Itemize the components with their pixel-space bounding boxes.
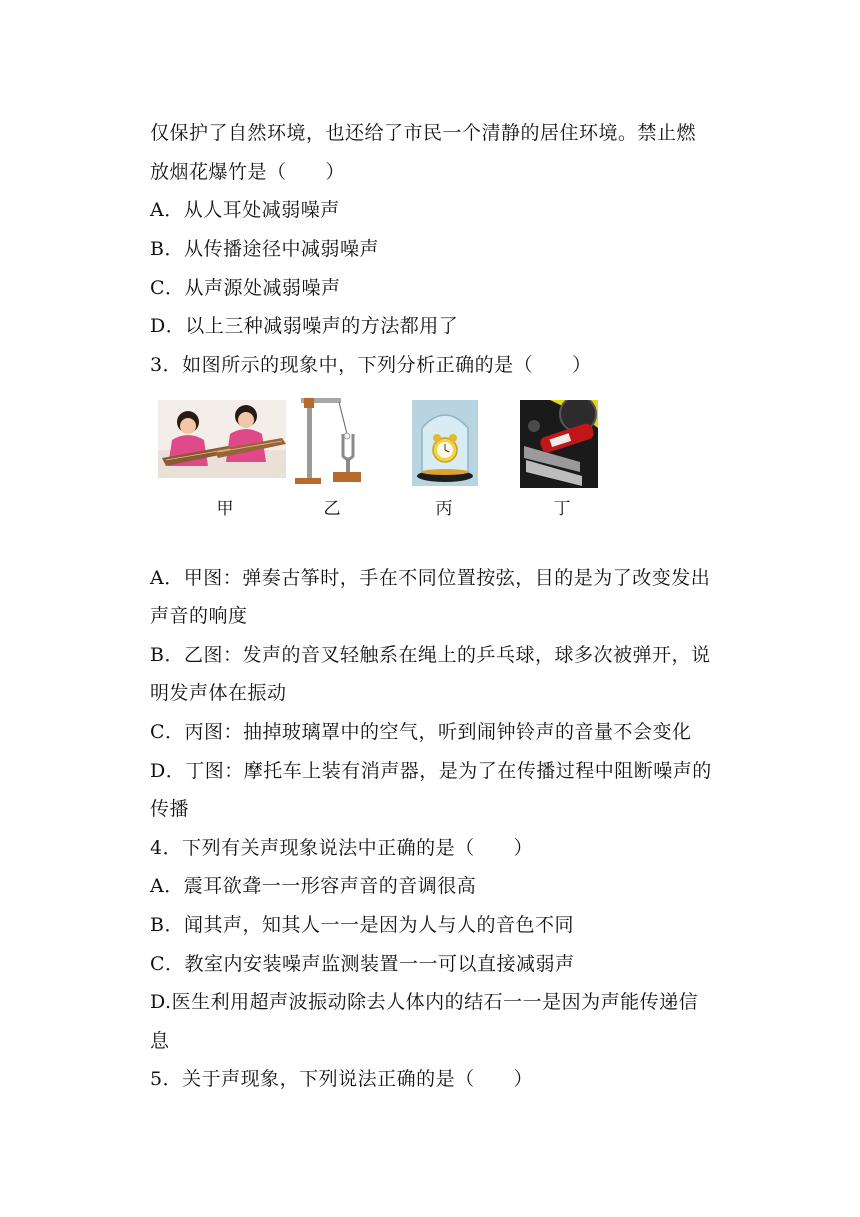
figure-caption-jia: 甲: [216, 499, 234, 519]
option-a: A．从人耳处减弱噪声: [150, 199, 340, 221]
option-d: D．丁图：摩托车上装有消声器，是为了在传播过程中阻断噪声的: [150, 760, 712, 782]
zither-image: [158, 400, 286, 478]
option-c: C．丙图：抽掉玻璃罩中的空气，听到闹钟铃声的音量不会变化: [150, 721, 692, 743]
option-b: B．乙图：发声的音叉轻触系在绳上的乒乓球，球多次被弹开，说: [150, 644, 711, 666]
figure-row: [150, 392, 750, 522]
motorcycle-image: [520, 400, 598, 488]
option-b: B．闻其声，知其人一一是因为人与人的音色不同: [150, 914, 574, 936]
option-b: B．从传播途径中减弱噪声: [150, 238, 379, 260]
bell-jar-image: [412, 400, 478, 486]
text-line: 放烟花爆竹是（ ）: [150, 161, 346, 183]
figure-caption-bing: 丙: [435, 499, 453, 519]
option-a: A．甲图：弹奏古筝时，手在不同位置按弦，目的是为了改变发出: [150, 567, 711, 589]
figure-caption-ding: 丁: [553, 499, 571, 519]
text-line: 明发声体在振动: [150, 682, 287, 704]
text-line: 传播: [150, 798, 190, 820]
text-line: 仅保护了自然环境，也还给了市民一个清静的居住环境。禁止燃: [150, 122, 697, 144]
option-a: A．震耳欲聋一一形容声音的音调很高: [150, 875, 477, 897]
option-d: D.医生利用超声波振动除去人体内的结石一一是因为声能传递信: [150, 991, 699, 1013]
option-c: C．教室内安装噪声监测装置一一可以直接减弱声: [150, 953, 575, 975]
question-3: 3．如图所示的现象中，下列分析正确的是（ ）: [150, 354, 592, 376]
tuning-fork-image: [293, 394, 363, 486]
question-5: 5．关于声现象，下列说法正确的是（ ）: [150, 1068, 534, 1090]
figure-caption-yi: 乙: [323, 499, 341, 519]
option-c: C．从声源处减弱噪声: [150, 277, 341, 299]
question-4: 4．下列有关声现象说法中正确的是（ ）: [150, 837, 534, 859]
option-d: D．以上三种减弱噪声的方法都用了: [150, 315, 459, 337]
text-line: 声音的响度: [150, 605, 248, 627]
text-line: 息: [150, 1030, 170, 1052]
